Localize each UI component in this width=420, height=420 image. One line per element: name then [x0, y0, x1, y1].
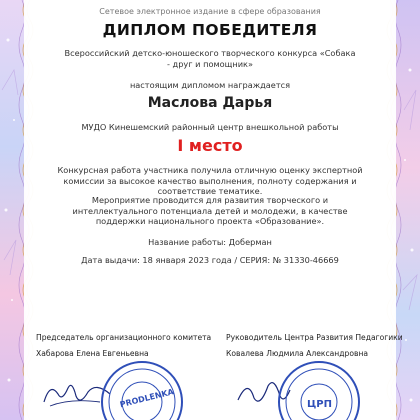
issue-date: Дата выдачи: 18 января 2023 года / СЕРИЯ: № 31330-46669 — [81, 255, 339, 265]
left-signatory-title: Председатель организационного комитета — [36, 333, 212, 342]
diploma-title: ДИПЛОМ ПОБЕДИТЕЛЯ — [102, 21, 318, 39]
awarded-text: настоящим дипломом награждается — [129, 80, 291, 90]
place-label: I место — [177, 136, 243, 155]
right-signatory-title: Руководитель Центра Развития Педагогики — [226, 333, 403, 342]
winner-organization: МУДО Кинешемский районный центр внешкольной работы — [81, 122, 339, 132]
work-title: Название работы: Доберман — [148, 237, 272, 247]
crp-stamp-text: ЦРП — [307, 399, 332, 410]
prodlenka-stamp — [92, 352, 192, 420]
publisher-caption: Сетевое электронное издание в сфере образования — [99, 7, 321, 16]
winner-name: Маслова Дарья — [147, 95, 273, 111]
left-signatory-name: Хабарова Елена Евгеньевна — [36, 349, 149, 358]
prodlenka-stamp-text: PRODLENKA — [118, 387, 175, 410]
contest-name: Всероссийский детско-юношеского творческого конкурса «Собака - друг и помощник» — [64, 48, 356, 69]
evaluation-text: Конкурсная работа участника получила отличную оценку экспертной комиссии за высокое качество выполнения, полноту содержания и соответствие тематике. — [57, 165, 363, 196]
purpose-text: Мероприятие проводится для развития творческого и интеллектуального потенциала детей и молодежи, в качестве поддержки национального проекта «Образование». — [72, 195, 348, 226]
right-signatory-name: Ковалева Людмила Александровна — [226, 349, 369, 358]
crp-stamp — [274, 352, 364, 420]
